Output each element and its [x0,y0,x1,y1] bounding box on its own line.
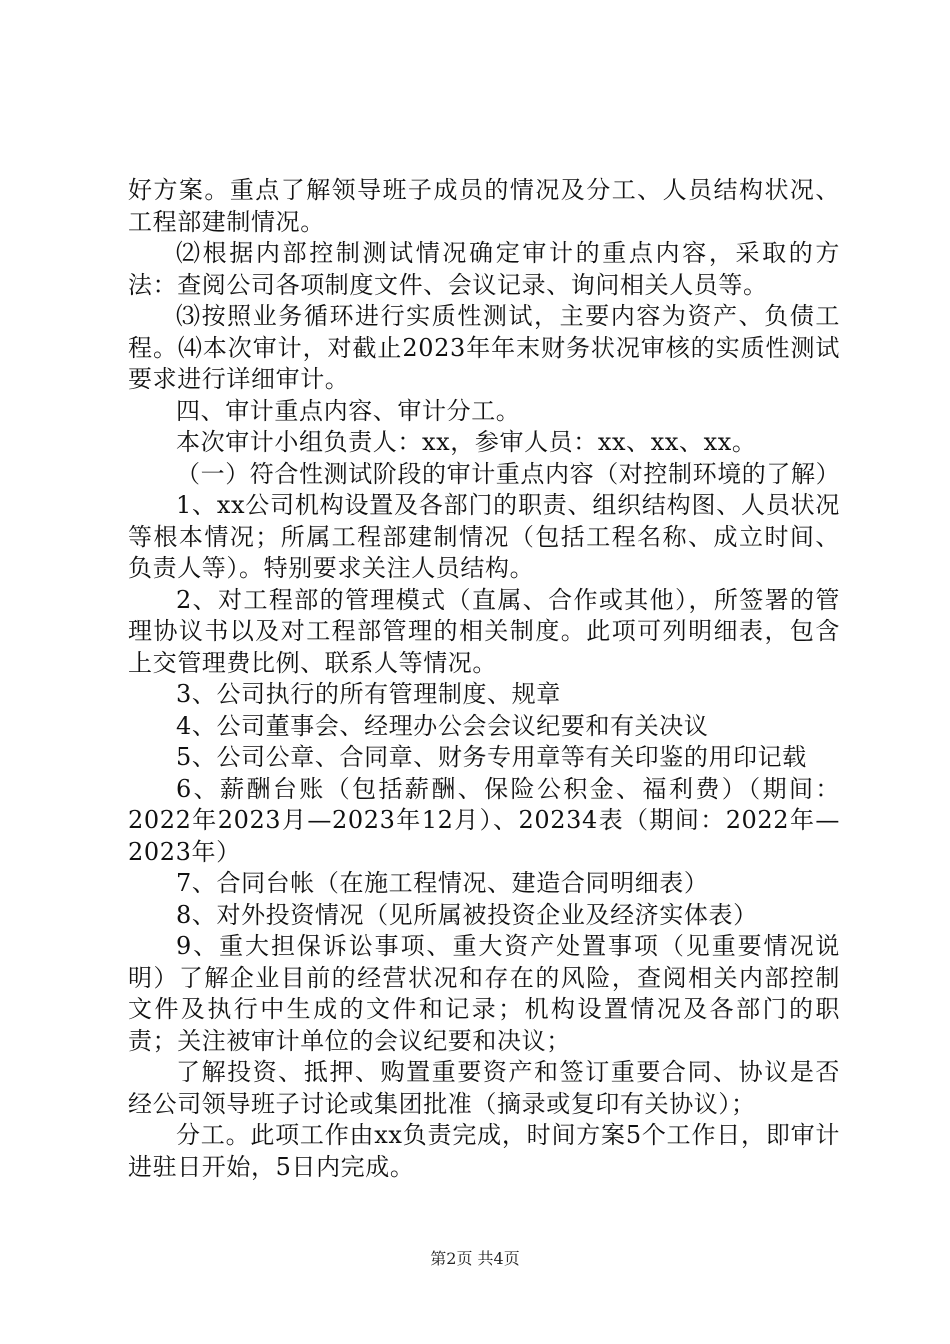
paragraph-audit-team: 本次审计小组负责人：xx，参审人员：xx、xx、xx。 [176,428,757,456]
list-item-1: 1、xx公司机构设置及各部门的职责、组织结构图、人员状况等根本情况；所属工程部建制情况（包括工程名称、成立时间、负责人等）。特别要求关注人员结构。 [128,491,840,582]
list-item-7: 7、合同台帐（在施工程情况、建造合同明细表） [176,869,709,897]
paragraph-investment: 了解投资、抵押、购置重要资产和签订重要合同、协议是否经公司领导班子讨论或集团批准（摘录或复印有关协议）； [128,1058,840,1118]
document-body [128,175,840,1183]
list-item-2: 2、对工程部的管理模式（直属、合作或其他），所签署的管理协议书以及对工程部管理的相关制度。此项可列明细表，包含上交管理费比例、联系人等情况。 [128,585,840,677]
list-item-3: 3、公司执行的所有管理制度、规章 [176,680,561,708]
list-item-5: 5、公司公章、合同章、财务专用章等有关印鉴的用印记载 [176,743,807,771]
paragraph-continuation: 好方案。重点了解领导班子成员的情况及分工、人员结构状况、工程部建制情况。 [128,176,840,236]
section-heading-4: 四、审计重点内容、审计分工。 [176,396,521,425]
paragraph-method-2: ⑵根据内部控制测试情况确定审计的重点内容，采取的方法：查阅公司各项制度文件、会议记录、询问相关人员等。 [128,239,840,299]
paragraph-division-of-work: 分工。此项工作由xx负责完成，时间方案5个工作日，即审计进驻日开始，5日内完成。 [128,1121,840,1181]
list-item-8: 8、对外投资情况（见所属被投资企业及经济实体表） [176,900,758,929]
page-number-footer: 第2页 共4页 [430,1249,520,1268]
list-item-9: 9、重大担保诉讼事项、重大资产处置事项（见重要情况说明）了解企业目前的经营状况和存在的风险，查阅相关内部控制文件及执行中生成的文件和记录；机构设置情况及各部门的职责；关注被审计单位的会议纪要和决议； [128,932,840,1055]
subsection-heading-1: （一）符合性测试阶段的审计重点内容（对控制环境的了解） [176,459,841,488]
list-item-6: 6、薪酬台账（包括薪酬、保险公积金、福利费）（期间：2022年2023月—2023年12月）、20234表（期间：2022年—2023年） [128,774,840,866]
paragraph-method-3: ⑶按照业务循环进行实质性测试，主要内容为资产、负债工程。⑷本次审计，对截止2023年年末财务状况审核的实质性测试要求进行详细审计。 [128,302,840,393]
list-item-4: 4、公司董事会、经理办公会会议纪要和有关决议 [176,711,709,740]
